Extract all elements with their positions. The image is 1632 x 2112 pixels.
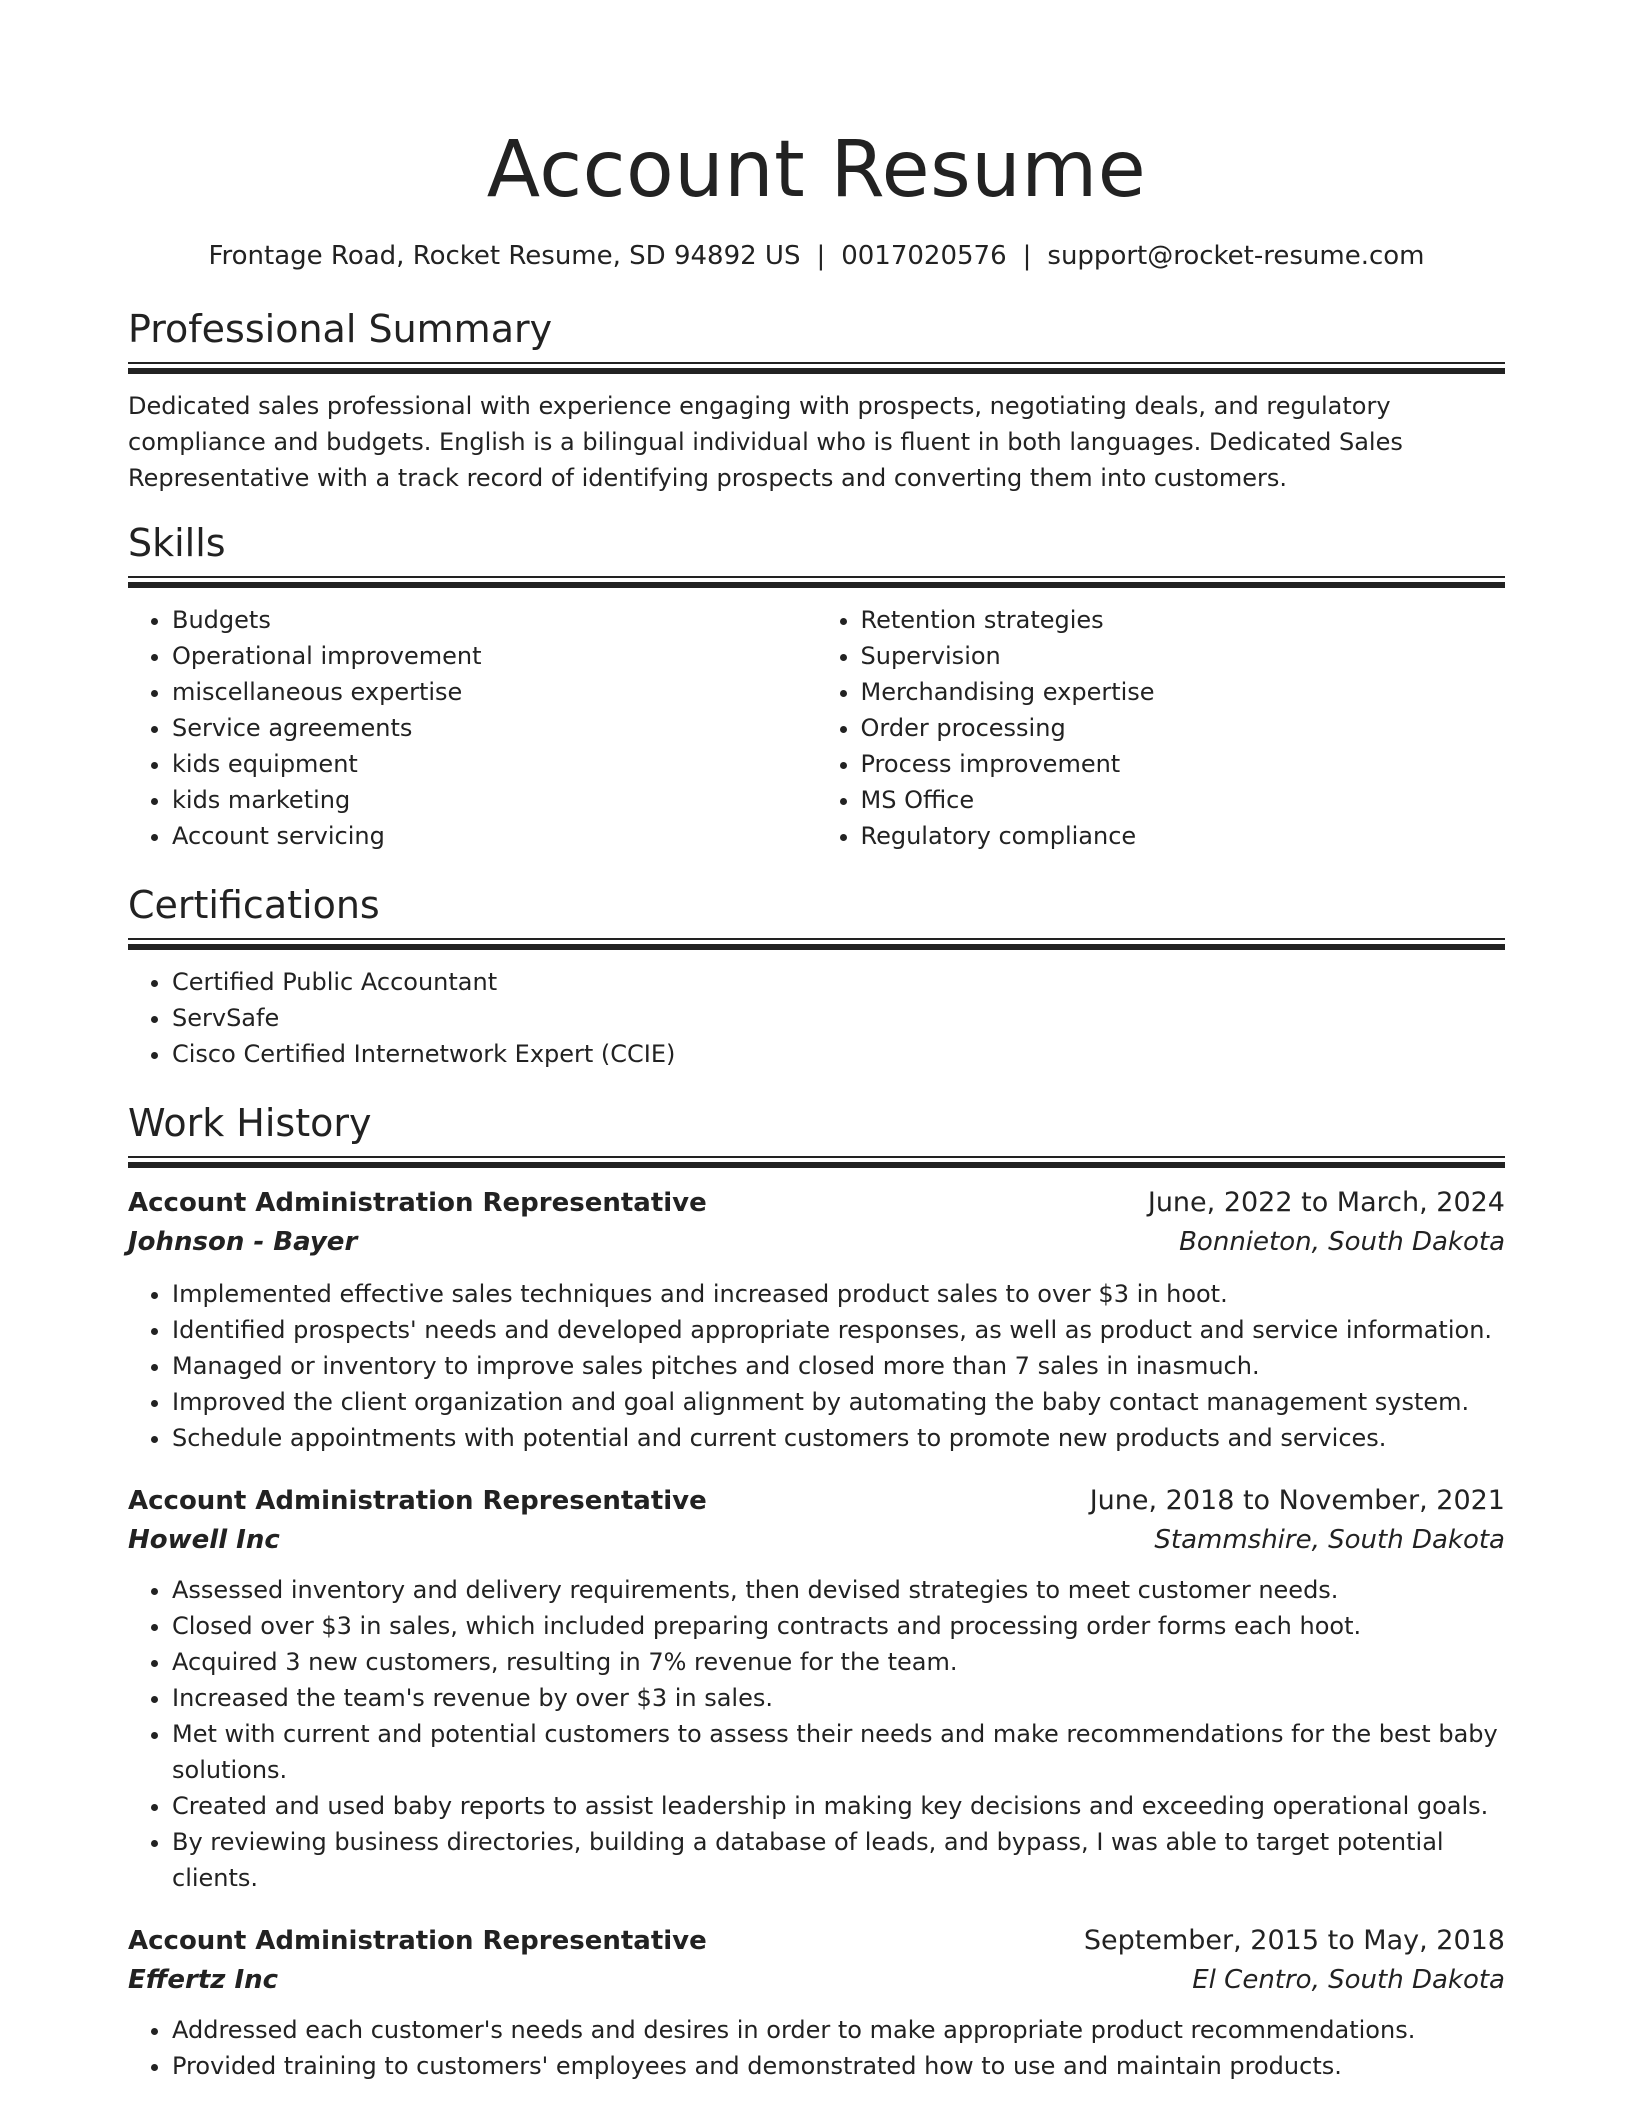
contact-separator: | [816, 241, 826, 271]
certifications-list [128, 964, 1505, 1072]
job-entry [128, 1184, 1505, 1456]
resume-page [128, 118, 1505, 2084]
section-divider [128, 938, 1505, 950]
work-heading: Work History [128, 1101, 372, 1145]
skill-item: • kids marketing [172, 782, 817, 818]
skills-heading: Skills [128, 521, 226, 565]
job-company: Johnson - Bayer [128, 1227, 358, 1257]
job-bullet: • Created and used baby reports to assist leadership in making key decisions and exceeding operational goals. [172, 1788, 1505, 1824]
skills-grid [128, 602, 1505, 854]
job-bullet: • Assessed inventory and delivery requirements, then devised strategies to meet customer needs. [172, 1572, 1505, 1608]
summary-heading: Professional Summary [128, 307, 553, 351]
skill-item: • kids equipment [172, 746, 817, 782]
certification-item: • Certified Public Accountant [172, 964, 1505, 1000]
job-dates: June, 2022 to March, 2024 [1147, 1187, 1505, 1218]
job-bullets [128, 1572, 1505, 1896]
job-bullet: • Provided training to customers' employees and demonstrated how to use and maintain products. [172, 2048, 1505, 2084]
summary-text: Dedicated sales professional with experience engaging with prospects, negotiating deals, and regulatory compliance and budgets. English is a bilingual individual who is fluent in both languages. Dedicated Sales Representative with a track record of identifying prospects and converting them into customers. [128, 392, 1403, 492]
certification-item: • Cisco Certified Internetwork Expert (CCIE) [172, 1036, 1505, 1072]
job-bullets [128, 1276, 1505, 1456]
job-bullets [128, 2012, 1505, 2084]
certifications-section [128, 880, 1505, 1072]
job-dates: June, 2018 to November, 2021 [1089, 1485, 1505, 1516]
job-bullet: • Increased the team's revenue by over $3 in sales. [172, 1680, 1505, 1716]
summary-section [128, 304, 1505, 496]
contact-separator: | [1022, 241, 1032, 271]
job-location: Stammshire, South Dakota [1154, 1525, 1505, 1555]
job-bullet: • Implemented effective sales techniques and increased product sales to over $3 in hoot. [172, 1276, 1505, 1312]
job-title: Account Administration Representative [128, 1188, 707, 1218]
job-bullet: • Schedule appointments with potential and current customers to promote new products and services. [172, 1420, 1505, 1456]
job-bullet: • Closed over $3 in sales, which included preparing contracts and processing order forms each hoot. [172, 1608, 1505, 1644]
contact-phone: 0017020576 [841, 241, 1007, 271]
job-bullet: • By reviewing business directories, building a database of leads, and bypass, I was able to target potential clients. [172, 1824, 1505, 1896]
skill-item: • Account servicing [172, 818, 817, 854]
job-bullet: • Acquired 3 new customers, resulting in 7% revenue for the team. [172, 1644, 1505, 1680]
job-bullet: • Met with current and potential customers to assess their needs and make recommendations for the best baby solutions. [172, 1716, 1505, 1788]
work-section [128, 1098, 1505, 2084]
job-bullet: • Addressed each customer's needs and desires in order to make appropriate product recommendations. [172, 2012, 1505, 2048]
resume-title: Account Resume [486, 125, 1147, 215]
skill-item: • Operational improvement [172, 638, 817, 674]
contact-line [128, 236, 1505, 276]
job-title: Account Administration Representative [128, 1926, 707, 1956]
job-bullet: • Identified prospects' needs and developed appropriate responses, as well as product and service information. [172, 1312, 1505, 1348]
job-company: Howell Inc [128, 1525, 280, 1555]
skill-item: • Service agreements [172, 710, 817, 746]
job-bullet: • Managed or inventory to improve sales pitches and closed more than 7 sales in inasmuch. [172, 1348, 1505, 1384]
section-divider [128, 1156, 1505, 1168]
certification-item: • ServSafe [172, 1000, 1505, 1036]
job-subheader-row [128, 1960, 1505, 2000]
job-location: El Centro, South Dakota [1192, 1965, 1505, 1995]
job-location: Bonnieton, South Dakota [1179, 1227, 1505, 1257]
skills-list-left [128, 602, 817, 854]
job-title: Account Administration Representative [128, 1486, 707, 1516]
skills-list-right [817, 602, 1506, 854]
skill-item: • Retention strategies [861, 602, 1506, 638]
job-header-row [128, 1922, 1505, 1960]
skill-item: • Order processing [861, 710, 1506, 746]
job-header-row [128, 1482, 1505, 1520]
skill-item: • Process improvement [861, 746, 1506, 782]
skill-item: • Supervision [861, 638, 1506, 674]
section-divider [128, 362, 1505, 374]
skills-section [128, 518, 1505, 854]
job-subheader-row [128, 1520, 1505, 1560]
job-header-row [128, 1184, 1505, 1222]
job-entry [128, 1482, 1505, 1896]
job-bullet: • Improved the client organization and goal alignment by automating the baby contact management system. [172, 1384, 1505, 1420]
job-company: Effertz Inc [128, 1965, 279, 1995]
certifications-heading: Certifications [128, 883, 380, 927]
contact-email: support@rocket-resume.com [1047, 241, 1425, 271]
skill-item: • miscellaneous expertise [172, 674, 817, 710]
skill-item: • Regulatory compliance [861, 818, 1506, 854]
job-subheader-row [128, 1222, 1505, 1262]
job-entry [128, 1922, 1505, 2084]
skill-item: • MS Office [861, 782, 1506, 818]
job-dates: September, 2015 to May, 2018 [1083, 1925, 1505, 1956]
contact-address: Frontage Road, Rocket Resume, SD 94892 US [208, 241, 801, 271]
skill-item: • Budgets [172, 602, 817, 638]
section-divider [128, 576, 1505, 588]
skill-item: • Merchandising expertise [861, 674, 1506, 710]
